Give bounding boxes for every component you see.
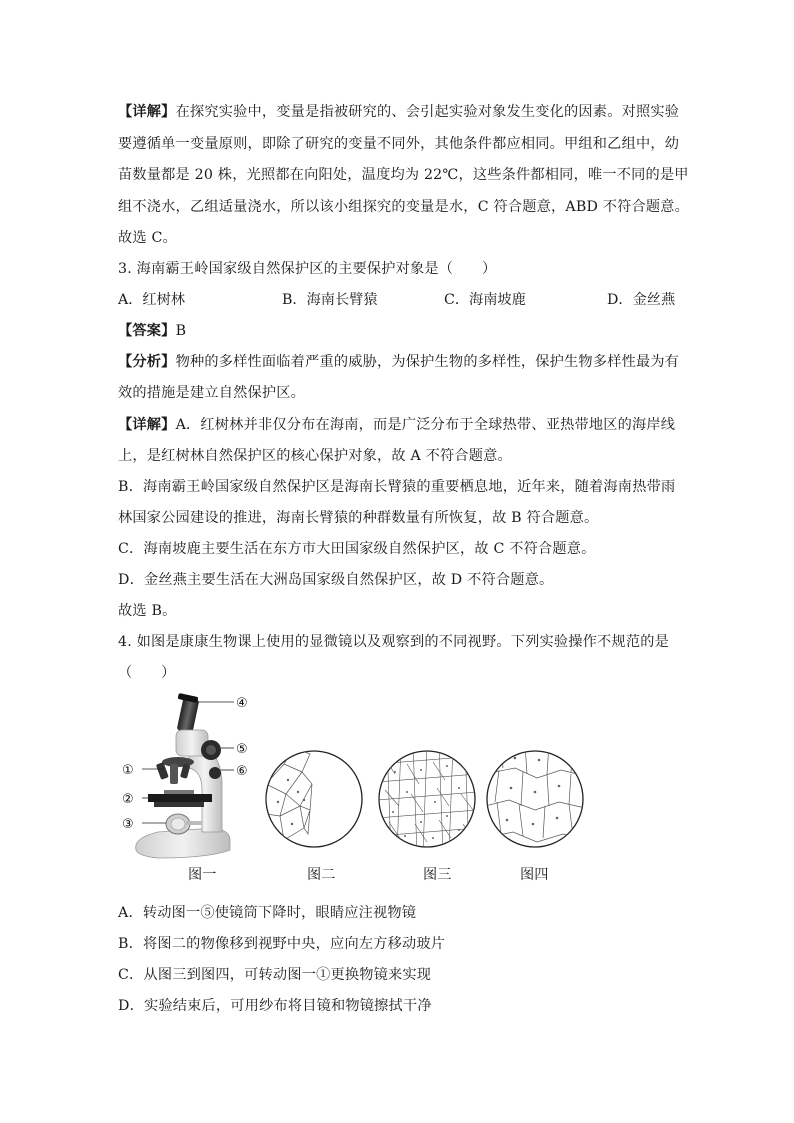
label-5: ⑤ xyxy=(236,742,248,757)
q3-analysis-line-1: 【分析】物种的多样性面临着严重的威胁，为保护生物的多样性，保护生物多样性最为有 xyxy=(118,354,680,370)
field-of-view-2 xyxy=(264,744,364,854)
caption-fig-1: 图一 xyxy=(188,867,217,883)
q4-option-c: C．从图三到图四，可转动图一①更换物镜来实现 xyxy=(118,967,432,983)
q3-option-b: B．海南长臂猿 xyxy=(282,292,378,308)
label-1: ① xyxy=(122,763,134,778)
field-of-view-3 xyxy=(377,744,477,854)
q3-detail-line-2: 上，是红树林自然保护区的核心保护对象，故 A 不符合题意。 xyxy=(118,448,512,464)
q3-option-c: C．海南坡鹿 xyxy=(444,292,526,308)
label-6: ⑥ xyxy=(236,764,248,779)
q3-option-a: A．红树林 xyxy=(118,292,185,308)
q3-analysis-line-2: 效的措施是建立自然保护区。 xyxy=(118,385,306,401)
q3-detail-line-5: C．海南坡鹿主要生活在东方市大田国家级自然保护区，故 C 不符合题意。 xyxy=(118,541,596,557)
q4-option-d: D．实验结束后，可用纱布将目镜和物镜擦拭干净 xyxy=(118,998,432,1014)
q3-detail-line-1: 【详解】A．红树林并非仅分布在海南，而是广泛分布于全球热带、亚热带地区的海岸线 xyxy=(118,417,676,433)
q3-detail-line-7: 故选 B。 xyxy=(118,603,177,619)
microscope-figure xyxy=(118,690,278,865)
detail-line-2: 要遵循单一变量原则，即除了研究的变量不同外，其他条件都应相同。甲组和乙组中，幼 xyxy=(118,136,680,152)
label-3: ③ xyxy=(122,817,134,832)
field-of-view-4 xyxy=(485,744,585,854)
caption-fig-4: 图四 xyxy=(520,867,549,883)
detail-line-3: 苗数量都是 20 株，光照都在向阳处，温度均为 22℃，这些条件都相同，唯一不同的是甲 xyxy=(118,167,689,183)
label-4: ④ xyxy=(236,696,248,711)
detail-line-5: 故选 C。 xyxy=(118,230,177,246)
q4-option-b: B．将图二的物像移到视野中央，应向左方移动玻片 xyxy=(118,936,446,952)
q4-stem-line-1: 4. 如图是康康生物课上使用的显微镜以及观察到的不同视野。下列实验操作不规范的是 xyxy=(118,634,669,650)
q3-detail-line-4: 林国家公园建设的推进，海南长臂猿的种群数量有所恢复，故 B 符合题意。 xyxy=(118,510,599,526)
caption-fig-2: 图二 xyxy=(307,867,336,883)
q3-answer: 【答案】B xyxy=(118,323,187,339)
q3-stem: 3. 海南霸王岭国家级自然保护区的主要保护对象是（ ） xyxy=(118,261,497,277)
label-2: ② xyxy=(122,792,134,807)
q4-option-a: A．转动图一⑤使镜筒下降时，眼睛应注视物镜 xyxy=(118,905,417,921)
q3-detail-line-6: D．金丝燕主要生活在大洲岛国家级自然保护区，故 D 不符合题意。 xyxy=(118,572,554,588)
q3-detail-line-3: B．海南霸王岭国家级自然保护区是海南长臂猿的重要栖息地，近年来，随着海南热带雨 xyxy=(118,479,676,495)
detail-tag: 【详解】 xyxy=(118,104,176,120)
caption-fig-3: 图三 xyxy=(423,867,452,883)
detail-line-4: 组不浇水，乙组适量浇水，所以该小组探究的变量是水，C 符合题意，ABD 不符合题意。 xyxy=(118,199,690,215)
q3-option-d: D．金丝燕 xyxy=(607,292,676,308)
detail-line-1: 【详解】在探究实验中，变量是指被研究的、会引起实验对象发生变化的因素。对照实验 xyxy=(118,104,680,120)
q4-stem-line-2: （ ） xyxy=(118,665,176,681)
